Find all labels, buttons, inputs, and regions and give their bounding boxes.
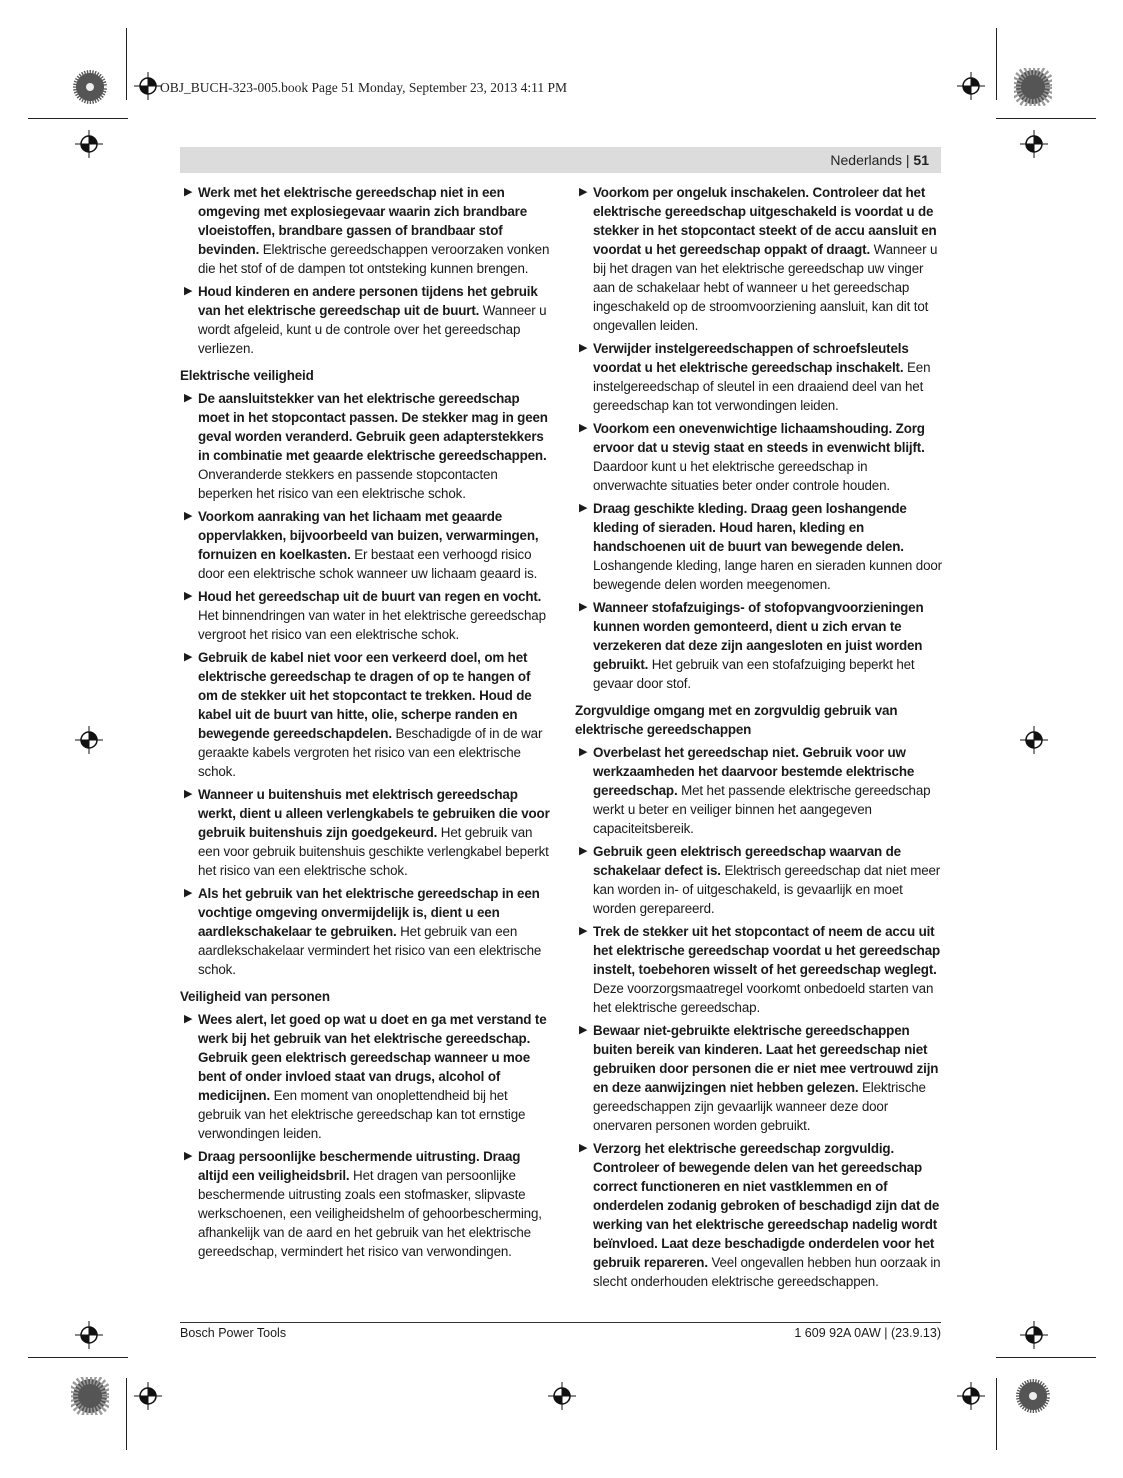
instruction-text: Verzorg het elektrische gereedschap zorgvuldig. Controleer of bewegende delen van het gereedschap correct functioneren en niet vastklemmen en of onderdelen zodanig gebroken of beschadigd zijn dat de werking van het elektrische gereedschap nadelig wordt beïnvloed. Laat deze beschadigde onderdelen voor het gebruik repareren. — [593, 1141, 940, 1270]
registration-mark-icon — [1020, 130, 1048, 158]
header-separator: | — [902, 152, 914, 168]
safety-item — [180, 389, 552, 503]
safety-item — [575, 922, 942, 1017]
registration-mark-icon — [548, 1382, 576, 1410]
crop-line — [28, 118, 128, 119]
safety-item — [575, 339, 942, 415]
safety-item — [575, 183, 942, 335]
crop-line — [126, 1378, 127, 1450]
registration-mark-icon — [957, 1382, 985, 1410]
safety-item — [180, 1147, 552, 1261]
bullet-triangle-icon: ▶ — [579, 422, 588, 434]
explanation-text: Deze voorzorgsmaatregel voorkomt onbedoeld starten van het elektrische gereedschap. — [593, 981, 934, 1015]
crop-line — [996, 1357, 1096, 1358]
color-wheel-mark-icon — [1014, 1377, 1052, 1415]
color-wheel-mark-icon — [71, 68, 109, 106]
explanation-text: Wanneer u bij het dragen van het elektrische gereedschap uw vinger aan de schakelaar hebt of wanneer u het gereedschap ingeschakeld op de stroomvoorziening aansluit, kan dit tot ongevallen leiden. — [593, 242, 938, 333]
safety-item — [180, 785, 552, 880]
explanation-text: Beschadigde of in de war geraakte kabels vergroten het risico van een elektrische schok. — [198, 726, 543, 779]
instruction-text: Houd het gereedschap uit de buurt van regen en vocht. — [198, 589, 542, 604]
instruction-text: Draag geschikte kleding. Draag geen loshangende kleding of sieraden. Houd haren, kleding en handschoenen uit de buurt van bewegende delen. — [593, 501, 907, 554]
safety-item — [180, 1010, 552, 1143]
footer-rule — [180, 1322, 941, 1323]
safety-item — [575, 1139, 942, 1291]
explanation-text: Loshangende kleding, lange haren en sieraden kunnen door bewegende delen worden meegenomen. — [593, 558, 942, 592]
crop-line — [996, 28, 997, 100]
bullet-triangle-icon: ▶ — [579, 502, 588, 514]
print-slug: OBJ_BUCH-323-005.book Page 51 Monday, September 23, 2013 4:11 PM — [160, 80, 567, 95]
explanation-text: Het gebruik van een stofafzuiging beperkt het gevaar door stof. — [593, 657, 915, 691]
explanation-text: Een instelgereedschap of sleutel in een draaiend deel van het gereedschap kan tot verwondingen leiden. — [593, 360, 931, 413]
explanation-text: Onveranderde stekkers en passende stopcontacten beperken het risico van een elektrische schok. — [198, 467, 498, 501]
explanation-text: Een moment van onoplettendheid bij het gebruik van het elektrische gereedschap kan tot ernstige verwondingen leiden. — [198, 1088, 526, 1141]
instruction-text: Overbelast het gereedschap niet. Gebruik voor uw werkzaamheden het daarvoor bestemde elektrische gereedschap. — [593, 745, 915, 798]
crop-line — [126, 28, 127, 100]
bullet-triangle-icon: ▶ — [579, 746, 588, 758]
footer-doc-code: 1 609 92A 0AW | (23.9.13) — [794, 1326, 941, 1340]
explanation-text: Elektrische gereedschappen veroorzaken vonken die het stof of de dampen tot ontsteking kunnen brengen. — [198, 242, 550, 276]
explanation-text: Elektrisch gereedschap dat niet meer kan worden in- of uitgeschakeld, is gevaarlijk en moet worden gerepareerd. — [593, 863, 941, 916]
instruction-text: Gebruik de kabel niet voor een verkeerd doel, om het elektrische gereedschap te dragen of op te hangen of om de stekker uit het stopcontact te trekken. Houd de kabel uit de buurt van hitte, olie, scherpe randen en bewegende gereedschapdelen. — [198, 650, 532, 741]
bullet-triangle-icon: ▶ — [184, 887, 193, 899]
crop-line — [28, 1357, 128, 1358]
instruction-text: Houd kinderen en andere personen tijdens het gebruik van het elektrische gereedschap uit de buurt. — [198, 284, 538, 318]
instruction-text: Werk met het elektrische gereedschap niet in een omgeving met explosiegevaar waarin zich brandbare vloeistoffen, brandbare gassen of brandbaar stof bevinden. — [198, 185, 528, 257]
explanation-text: Het gebruik van een voor gebruik buitenshuis geschikte verlengkabel beperkt het risico van een elektrische schok. — [198, 825, 549, 878]
color-wheel-mark-icon — [71, 1377, 109, 1415]
instruction-text: Wanneer u buitenshuis met elektrisch gereedschap werkt, dient u alleen verlengkabels te gebruiken die voor gebruik buitenshuis zijn goedgekeurd. — [198, 787, 550, 840]
bullet-triangle-icon: ▶ — [579, 925, 588, 937]
bullet-triangle-icon: ▶ — [579, 845, 588, 857]
left-column — [180, 183, 552, 1265]
bullet-triangle-icon: ▶ — [184, 651, 193, 663]
safety-item — [575, 598, 942, 693]
color-wheel-mark-icon — [1014, 68, 1052, 106]
instruction-text: Verwijder instelgereedschappen of schroefsleutels voordat u het elektrische gereedschap inschakelt. — [593, 341, 909, 375]
safety-item — [575, 743, 942, 838]
safety-item — [180, 587, 552, 644]
registration-mark-icon — [1020, 1321, 1048, 1349]
registration-mark-icon — [134, 1382, 162, 1410]
right-column — [575, 183, 942, 1295]
section-heading: Veiligheid van personen — [180, 989, 330, 1004]
explanation-text: Het binnendringen van water in het elektrische gereedschap vergroot het risico van een elektrische schok. — [198, 608, 546, 642]
safety-item — [575, 499, 942, 594]
explanation-text: Elektrische gereedschappen zijn gevaarlijk wanneer deze door onervaren personen worden gebruikt. — [593, 1080, 926, 1133]
explanation-text: Daardoor kunt u het elektrische gereedschap in onverwachte situaties beter onder controle houden. — [593, 459, 890, 493]
explanation-text: Veel ongevallen hebben hun oorzaak in slecht onderhouden elektrische gereedschappen. — [593, 1255, 941, 1289]
section-heading: Elektrische veiligheid — [180, 368, 314, 383]
crop-line — [996, 118, 1096, 119]
safety-item — [180, 648, 552, 781]
header-text — [830, 152, 929, 168]
bullet-triangle-icon: ▶ — [184, 590, 193, 602]
section-heading: Zorgvuldige omgang met en zorgvuldig gebruik van elektrische gereedschappen — [575, 703, 898, 737]
bullet-triangle-icon: ▶ — [184, 788, 193, 800]
bullet-triangle-icon: ▶ — [579, 186, 588, 198]
registration-mark-icon — [75, 130, 103, 158]
header-language: Nederlands — [830, 152, 902, 168]
bullet-triangle-icon: ▶ — [184, 1013, 193, 1025]
bullet-triangle-icon: ▶ — [184, 510, 193, 522]
bullet-triangle-icon: ▶ — [184, 1150, 193, 1162]
safety-item — [180, 507, 552, 583]
bullet-triangle-icon: ▶ — [579, 1142, 588, 1154]
instruction-text: Gebruik geen elektrisch gereedschap waarvan de schakelaar defect is. — [593, 844, 901, 878]
registration-mark-icon — [957, 72, 985, 100]
explanation-text: Het gebruik van een aardlekschakelaar vermindert het risico van een elektrische schok. — [198, 924, 542, 977]
bullet-triangle-icon: ▶ — [579, 1024, 588, 1036]
safety-item — [575, 842, 942, 918]
safety-item — [180, 884, 552, 979]
instruction-text: Voorkom aanraking van het lichaam met geaarde oppervlakken, bijvoorbeeld van buizen, verwarmingen, fornuizen en koelkasten. — [198, 509, 539, 562]
bullet-triangle-icon: ▶ — [184, 285, 193, 297]
bullet-triangle-icon: ▶ — [579, 601, 588, 613]
bullet-triangle-icon: ▶ — [579, 342, 588, 354]
running-header — [180, 147, 941, 173]
registration-mark-icon — [75, 1321, 103, 1349]
instruction-text: Voorkom per ongeluk inschakelen. Controleer dat het elektrische gereedschap uitgeschakeld is voordat u de stekker in het stopcontact steekt of de accu aansluit en voordat u het gereedschap oppakt of draagt. — [593, 185, 937, 257]
page-number: 51 — [913, 152, 929, 168]
instruction-text: Bewaar niet-gebruikte elektrische gereedschappen buiten bereik van kinderen. Laat het gereedschap niet gebruiken door personen die er niet mee vertrouwd zijn en deze aanwijzingen niet hebben gelezen. — [593, 1023, 939, 1095]
registration-mark-icon — [75, 726, 103, 754]
safety-item — [575, 419, 942, 495]
bullet-triangle-icon: ▶ — [184, 392, 193, 404]
registration-mark-icon — [134, 72, 162, 100]
explanation-text: Het dragen van persoonlijke beschermende uitrusting zoals een stofmasker, slipvaste werkschoenen, een veiligheidshelm of gehoorbescherming, afhankelijk van de aard en het gebruik van het elektrische gereedschap, vermindert het risico van verwondingen. — [198, 1168, 542, 1259]
instruction-text: Trek de stekker uit het stopcontact of neem de accu uit het elektrische gereedschap voordat u het gereedschap instelt, toebehoren wisselt of het gereedschap weglegt. — [593, 924, 941, 977]
instruction-text: Als het gebruik van het elektrische gereedschap in een vochtige omgeving onvermijdelijk is, dient u een aardlekschakelaar te gebruiken. — [198, 886, 540, 939]
instruction-text: Voorkom een onevenwichtige lichaamshouding. Zorg ervoor dat u stevig staat en steeds in evenwicht blijft. — [593, 421, 925, 455]
safety-item — [180, 282, 552, 358]
footer-brand: Bosch Power Tools — [180, 1326, 287, 1340]
explanation-text: Er bestaat een verhoogd risico door een elektrische schok wanneer uw lichaam geaard is. — [198, 547, 538, 581]
instruction-text: Wees alert, let goed op wat u doet en ga met verstand te werk bij het gebruik van het elektrische gereedschap. Gebruik geen elektrisch gereedschap wanneer u moe bent of onder invloed staat van drugs, alcohol of medicijnen. — [198, 1012, 547, 1103]
safety-item — [180, 183, 552, 278]
safety-item — [575, 1021, 942, 1135]
instruction-text: Wanneer stofafzuigings- of stofopvangvoorzieningen kunnen worden gemonteerd, dient u zich ervan te verzekeren dat deze zijn aangesloten en juist worden gebruikt. — [593, 600, 924, 672]
explanation-text: Met het passende elektrische gereedschap werkt u beter en veiliger binnen het aangegeven capaciteitsbereik. — [593, 783, 931, 836]
explanation-text: Wanneer u wordt afgeleid, kunt u de controle over het gereedschap verliezen. — [198, 303, 547, 356]
instruction-text: De aansluitstekker van het elektrische gereedschap moet in het stopcontact passen. De stekker mag in geen geval worden veranderd. Gebruik geen adapterstekkers in combinatie met geaarde elektrische gereedschappen. — [198, 391, 548, 463]
bullet-triangle-icon: ▶ — [184, 186, 193, 198]
registration-mark-icon — [1020, 726, 1048, 754]
instruction-text: Draag persoonlijke beschermende uitrusting. Draag altijd een veiligheidsbril. — [198, 1149, 521, 1183]
crop-line — [996, 1378, 997, 1450]
